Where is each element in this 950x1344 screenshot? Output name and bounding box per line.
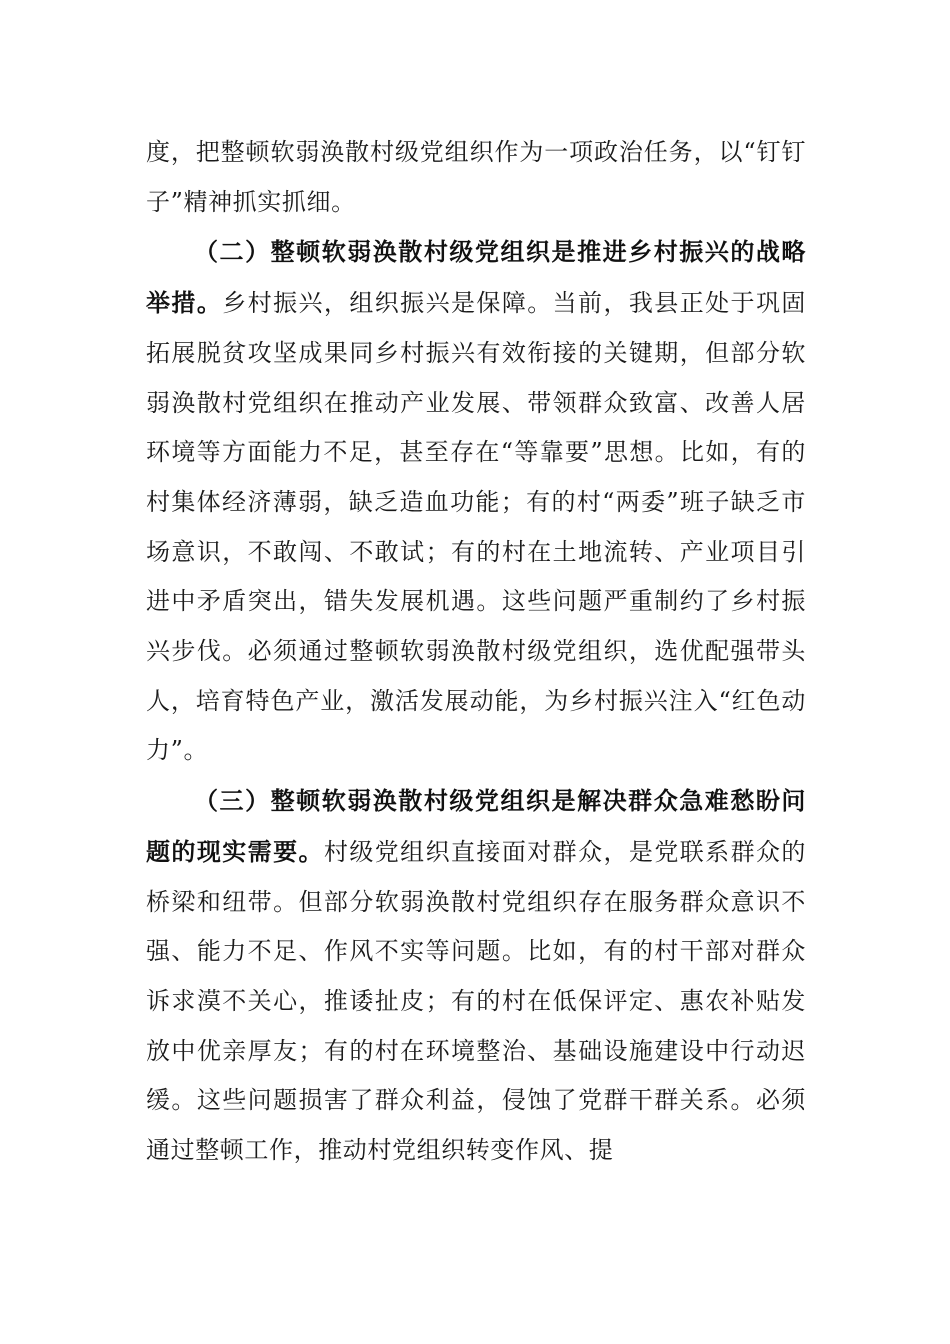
paragraph-body: 村级党组织直接面对群众，是党联系群众的桥梁和纽带。但部分软弱涣散村党组织存在服务群众意识不强、能力不足、作风不实等问题。比如，有的村干部对群众诉求漠不关心，推诿扯皮；有的村在低保评定、惠农补贴发放中优亲厚友；有的村在环境整治、基础设施建设中行动迟缓。这些问题损害了群众利益，侵蚀了党群干群关系。必须通过整顿工作，推动村党组织转变作风、提 bbox=[146, 837, 807, 1165]
document-body bbox=[146, 128, 806, 1176]
paragraph-body: 乡村振兴，组织振兴是保障。当前，我县正处于巩固拓展脱贫攻坚成果同乡村振兴有效衔接的关键期，但部分软弱涣散村党组织在推动产业发展、带领群众致富、改善人居环境等方面能力不足，甚至存在“等靠要”思想。比如，有的村集体经济薄弱，缺乏造血功能；有的村“两委”班子缺乏市场意识，不敢闯、不敢试；有的村在土地流转、产业项目引进中矛盾突出，错失发展机遇。这些问题严重制约了乡村振兴步伐。必须通过整顿软弱涣散村级党组织，选优配强带头人，培育特色产业，激活发展动能，为乡村振兴注入“红色动力”。 bbox=[146, 289, 806, 765]
paragraph-body: 度，把整顿软弱涣散村级党组织作为一项政治任务，以“钉钉子”精神抓实抓细。 bbox=[146, 138, 806, 216]
paragraph-section-3 bbox=[146, 776, 806, 1176]
section-heading: （二）整顿软弱涣散村级党组织是推进乡村振兴的战略举措。 bbox=[146, 237, 806, 318]
section-heading: （三）整顿软弱涣散村级党组织是解决群众急难愁盼问题的现实需要。 bbox=[146, 786, 806, 866]
paragraph-continuation bbox=[146, 128, 806, 227]
paragraph-section-2 bbox=[146, 227, 806, 776]
